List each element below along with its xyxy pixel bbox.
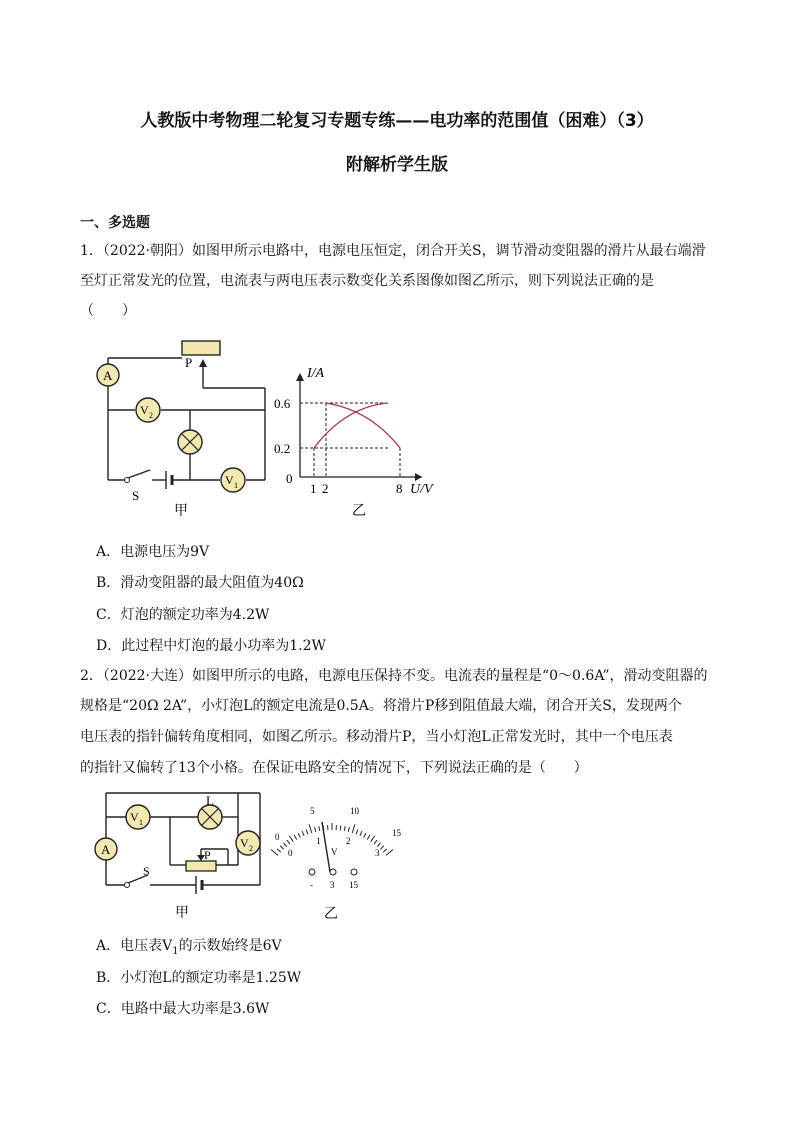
dial-tick — [386, 850, 393, 856]
dial-tick — [302, 831, 304, 836]
q2-ammeter-label: A — [101, 842, 111, 857]
dial-tick — [280, 846, 283, 850]
dial-inner-2: 2 — [346, 836, 351, 846]
dial-tick — [309, 824, 312, 833]
terminal-15 — [351, 869, 357, 875]
terminal-label-neg: - — [310, 880, 313, 890]
q2-circuit-diagram — [88, 785, 273, 925]
dial-tick — [352, 824, 355, 833]
q1-v1-label: V — [225, 473, 234, 487]
title-line-2: 附解析学生版 — [346, 155, 448, 175]
q2-slider-label: P — [204, 848, 211, 862]
q1-option-b: B．滑动变阻器的最大阻值为40Ω — [96, 575, 304, 591]
q1-graph-xtick-1: 1 — [310, 481, 317, 496]
dial-tick — [344, 826, 345, 831]
dial-inner-3: 3 — [375, 848, 380, 858]
dial-unit: V — [331, 847, 338, 857]
dial-tick — [377, 843, 380, 847]
dial-tick — [287, 840, 290, 844]
dial-tick — [298, 833, 300, 837]
dial-tick — [364, 833, 366, 837]
q1-graph-xtick-3: 8 — [396, 481, 403, 496]
dial-tick — [380, 846, 383, 850]
q2-option-a-sub: 1 — [172, 945, 179, 957]
dial-tick — [306, 830, 308, 835]
q1-graph-ytick-1: 0.6 — [274, 396, 291, 411]
q2-option-b: B．小灯泡L的额定功率是1.25W — [96, 970, 302, 986]
q2-v2-sub: 2 — [249, 844, 253, 853]
q2-v2-label: V — [240, 836, 249, 850]
dial-tick — [371, 836, 375, 842]
q1-option-c: C．灯泡的额定功率为4.2W — [96, 607, 270, 623]
dial-tick — [356, 830, 358, 835]
q2-v1-sub: 1 — [139, 818, 143, 827]
terminal-3 — [330, 869, 336, 875]
dial-tick — [289, 836, 293, 842]
q1-switch-label: S — [132, 488, 140, 503]
q1-v2-label: V — [140, 403, 149, 417]
q1-v1-sub: 1 — [234, 481, 238, 490]
q2-text-line-2: 规格是“20Ω 2A”，小灯泡L的额定电流是0.5A。将滑片P移到阻值最大端，闭合开关S，发现两个 — [80, 698, 682, 714]
q1-v2-sub: 2 — [149, 411, 153, 420]
dial-tick — [319, 826, 320, 831]
q1-slider-label: P — [185, 355, 193, 370]
q1-circuit-diagram — [90, 330, 280, 525]
dial-inner-0: 0 — [288, 848, 293, 858]
q1-text-line-1: 1．（2022·朝阳）如图甲所示电路中，电源电压恒定，闭合开关S，调节滑动变阻器的滑片从最右端滑 — [80, 243, 706, 259]
q1-graph-xtick-2: 2 — [322, 481, 329, 496]
q2-lamp-label: L — [206, 793, 214, 808]
dial-tick — [367, 835, 370, 839]
dial-needle — [322, 822, 330, 872]
dial-tick — [315, 827, 316, 832]
q2-switch-label: S — [143, 864, 150, 878]
dial-outer-10: 10 — [350, 806, 359, 816]
dial-tick — [340, 826, 341, 831]
dial-tick — [383, 849, 387, 852]
q1-ammeter-label: A — [103, 368, 113, 383]
q2-option-a-post: 的示数始终是6V — [178, 938, 282, 954]
q1-fig-jia: 甲 — [174, 504, 188, 519]
q2-fig-yi: 乙 — [324, 907, 338, 922]
q2-v1-label: V — [130, 810, 139, 824]
q2-voltmeter-dial — [270, 800, 410, 925]
dial-outer-5: 5 — [310, 806, 315, 816]
q1-graph-origin: 0 — [286, 471, 293, 486]
dial-tick — [277, 849, 281, 852]
dial-tick — [374, 840, 377, 844]
q1-option-d: D．此过程中灯泡的最小功率为1.2W — [96, 638, 326, 654]
section-heading: 一、多选题 — [80, 215, 150, 231]
dial-outer-0: 0 — [275, 832, 280, 842]
q1-text-line-3: （ ） — [80, 303, 136, 319]
dial-tick — [283, 843, 286, 847]
q1-option-a: A．电源电压为9V — [96, 544, 210, 560]
title-line-1: 人教版中考物理二轮复习专题专练——电功率的范围值（困难）（3） — [140, 111, 654, 131]
q1-graph-xlabel: U/V — [410, 482, 433, 497]
q2-option-c: C．电路中最大功率是3.6W — [96, 1001, 270, 1017]
terminal-label-3: 3 — [330, 880, 335, 890]
terminal-neg — [309, 869, 315, 875]
q2-text-line-3: 电压表的指针偏转角度相同，如图乙所示。移动滑片P，当小灯泡L正常发光时，其中一个电压表 — [80, 729, 673, 745]
q1-graph-ytick-2: 0.2 — [274, 441, 291, 456]
dial-tick — [360, 831, 362, 836]
dial-tick — [348, 827, 349, 832]
q1-fig-yi: 乙 — [352, 504, 366, 519]
q1-graph-ylabel: I/A — [307, 366, 325, 381]
q2-fig-jia: 甲 — [175, 906, 189, 921]
dial-tick — [294, 835, 297, 839]
dial-tick — [271, 850, 278, 856]
q2-option-a-pre: A．电压表V — [96, 938, 173, 954]
dial-outer-15: 15 — [392, 828, 401, 838]
q2-text-line-1: 2．（2022·大连）如图甲所示的电路，电源电压保持不变。电流表的量程是“0～0.6A”，滑动变阻器的 — [80, 668, 708, 684]
dial-inner-1: 1 — [316, 836, 321, 846]
terminal-label-15: 15 — [349, 880, 358, 890]
q1-graph — [274, 365, 460, 525]
q2-text-line-4: 的指针又偏转了13个小格。在保证电路安全的情况下，下列说法正确的是（ ） — [80, 760, 588, 776]
q1-text-line-2: 至灯正常发光的位置，电流表与两电压表示数变化关系图像如图乙所示，则下列说法正确的是 — [80, 273, 654, 289]
q2-option-a — [96, 935, 282, 957]
